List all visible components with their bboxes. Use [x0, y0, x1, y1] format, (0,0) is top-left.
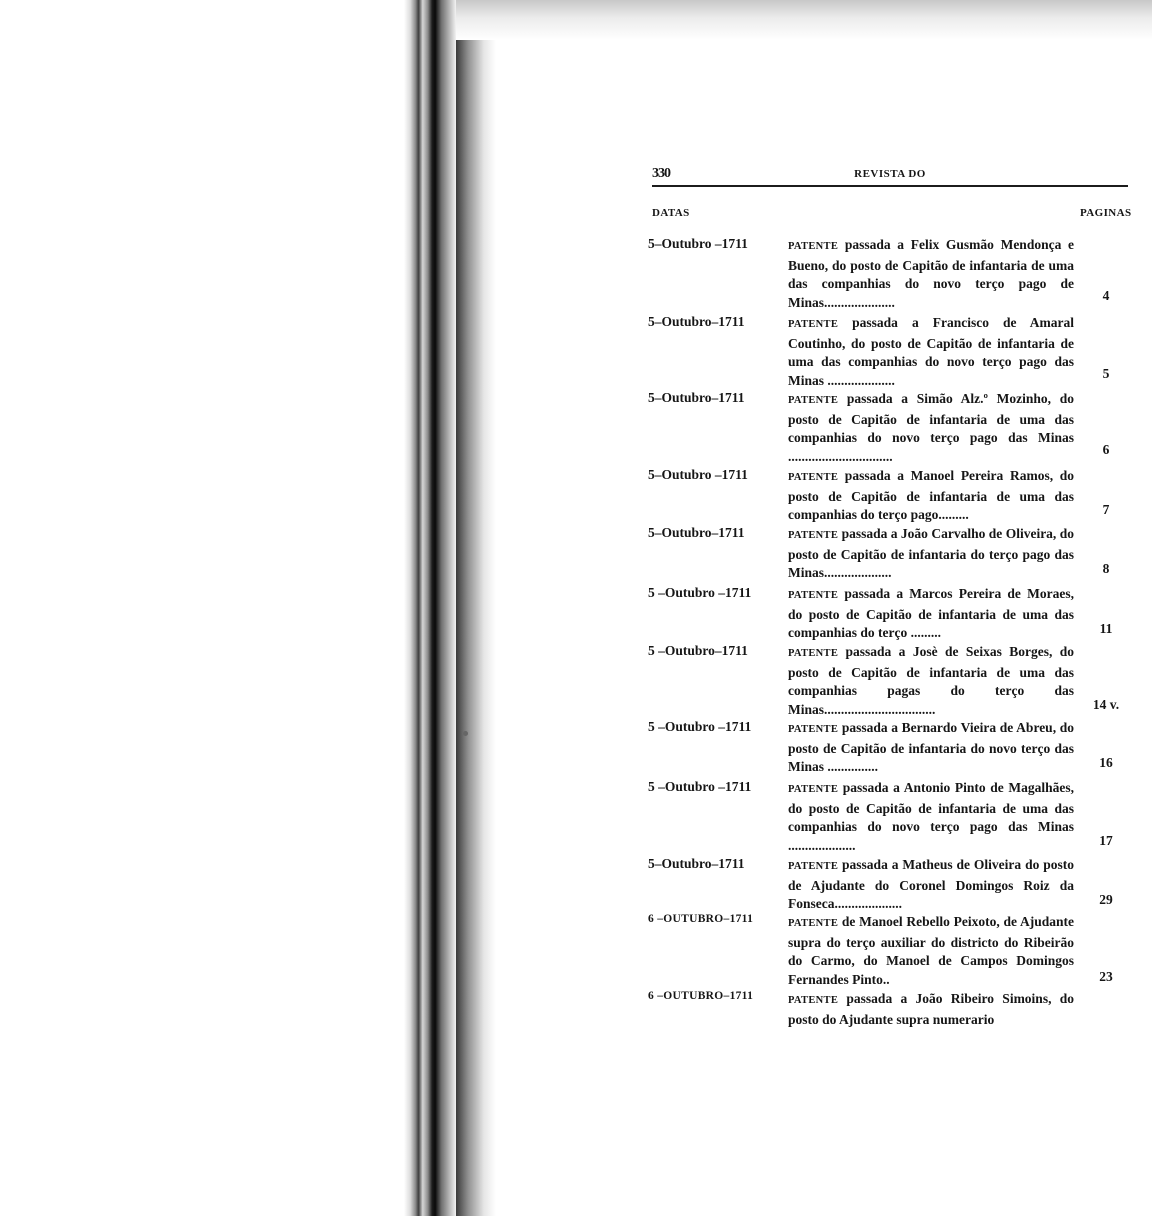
entry-text — [788, 856, 1074, 914]
entry-keyword: PATENTE — [788, 241, 839, 252]
entry-description: passada a João Ribeiro Simoins, do posto do Ajudante supra numerario — [788, 991, 1074, 1027]
entry-date: 5–Outubro–1711 — [648, 390, 745, 405]
entry-page: 17 — [1099, 833, 1113, 848]
entry-page: 14 v. — [1092, 697, 1120, 712]
entry-date: 5 –Outubro –1711 — [648, 585, 752, 600]
entry-page: 8 — [1102, 561, 1110, 576]
entry-text — [788, 236, 1074, 312]
entry-keyword: PATENTE — [788, 590, 839, 601]
entry-keyword: PATENTE — [788, 784, 839, 795]
entry-page: 16 — [1099, 755, 1113, 770]
entry-keyword: PATENTE — [788, 995, 839, 1006]
header-rule — [652, 185, 1128, 189]
entry-text — [788, 467, 1074, 525]
entry-page: 4 — [1102, 288, 1110, 303]
entry-keyword: PATENTE — [788, 319, 839, 330]
entry-description: passada a Marcos Pereira de Moraes, do posto de Capitão de infantaria de uma das companhias do terço ......... — [788, 586, 1074, 640]
entry-date: 5–Outubro–1711 — [648, 314, 745, 329]
entry-date: 5–Outubro –1711 — [648, 236, 748, 251]
entry-date: 5 –Outubro–1711 — [648, 643, 748, 658]
entry-page: 6 — [1102, 442, 1110, 457]
entry-date: 5 –Outubro –1711 — [648, 779, 752, 794]
entry-text — [788, 390, 1074, 466]
entry-text — [788, 585, 1074, 643]
entry-keyword: PATENTE — [788, 472, 839, 483]
entry-keyword: PATENTE — [788, 395, 839, 406]
book-gutter-shadow — [456, 0, 496, 1216]
entry-description: passada a Simão Alz.º Mozinho, do posto de Capitão de infantaria de uma das companhias do novo terço pago das Minas ............................... — [788, 391, 1074, 464]
entry-text — [788, 913, 1074, 989]
book-binding-edge — [404, 0, 456, 1216]
entry-date: 5–Outubro–1711 — [648, 525, 745, 540]
running-header — [652, 166, 1128, 188]
entry-keyword: PATENTE — [788, 724, 839, 735]
entry-date: 5 –Outubro –1711 — [648, 719, 752, 734]
print-speck — [463, 731, 468, 736]
entry-text — [788, 525, 1074, 583]
entry-text — [788, 643, 1074, 719]
entry-page: 11 — [1099, 621, 1113, 636]
journal-title: REVISTA DO — [854, 168, 926, 180]
entry-description: passada a Antonio Pinto de Magalhães, do posto de Capitão de infantaria de uma das companhias do novo terço pago das Minas .................... — [788, 780, 1074, 853]
entry-page: 23 — [1099, 969, 1113, 984]
entry-page: 5 — [1102, 366, 1110, 381]
entry-keyword: PATENTE — [788, 918, 839, 929]
entry-description: passada a Josè de Seixas Borges, do posto de Capitão de infantaria de uma das companhias pagas do terço das Minas................................. — [788, 644, 1074, 717]
entry-description: passada a Manoel Pereira Ramos, do posto de Capitão de infantaria de uma das companhias do terço pago......... — [788, 468, 1074, 522]
entry-text — [788, 314, 1074, 390]
entry-page: 29 — [1099, 892, 1113, 907]
entry-date: 6 –OUTUBRO–1711 — [648, 913, 754, 925]
entry-description: passada a Francisco de Amaral Coutinho, do posto de Capitão de infantaria de uma das companhias do novo terço pago das Minas .................... — [788, 315, 1074, 388]
entry-text — [788, 719, 1074, 777]
dates-column-heading: DATAS — [652, 207, 690, 219]
entry-text — [788, 990, 1074, 1029]
entry-description: de Manoel Rebello Peixoto, de Ajudante supra do terço auxiliar do districto do Ribeirão do Carmo, do Manoel de Campos Domingos Fernandes Pinto.. — [788, 914, 1074, 987]
entry-text — [788, 779, 1074, 855]
entry-keyword: PATENTE — [788, 648, 839, 659]
entry-description: passada a Matheus de Oliveira do posto de Ajudante do Coronel Domingos Roiz da Fonseca.................... — [788, 857, 1074, 911]
entry-description: passada a João Carvalho de Oliveira, do posto de Capitão de infantaria do terço pago das Minas.................... — [788, 526, 1074, 580]
entry-date: 6 –OUTUBRO–1711 — [648, 990, 754, 1002]
entry-description: passada a Felix Gusmão Mendonça e Bueno, do posto de Capitão de infantaria de uma das companhias do novo terço pago de Minas..................... — [788, 237, 1074, 310]
page-number: 330 — [652, 166, 670, 181]
entry-keyword: PATENTE — [788, 861, 839, 872]
entry-keyword: PATENTE — [788, 530, 839, 541]
entry-page: 7 — [1102, 502, 1110, 517]
pages-column-heading: PAGINAS — [1080, 207, 1132, 219]
page-top-shadow — [456, 0, 1152, 40]
entry-date: 5–Outubro–1711 — [648, 856, 745, 871]
entry-date: 5–Outubro –1711 — [648, 467, 748, 482]
entry-description: passada a Bernardo Vieira de Abreu, do posto de Capitão de infantaria do novo terço das Minas ............... — [788, 720, 1074, 774]
